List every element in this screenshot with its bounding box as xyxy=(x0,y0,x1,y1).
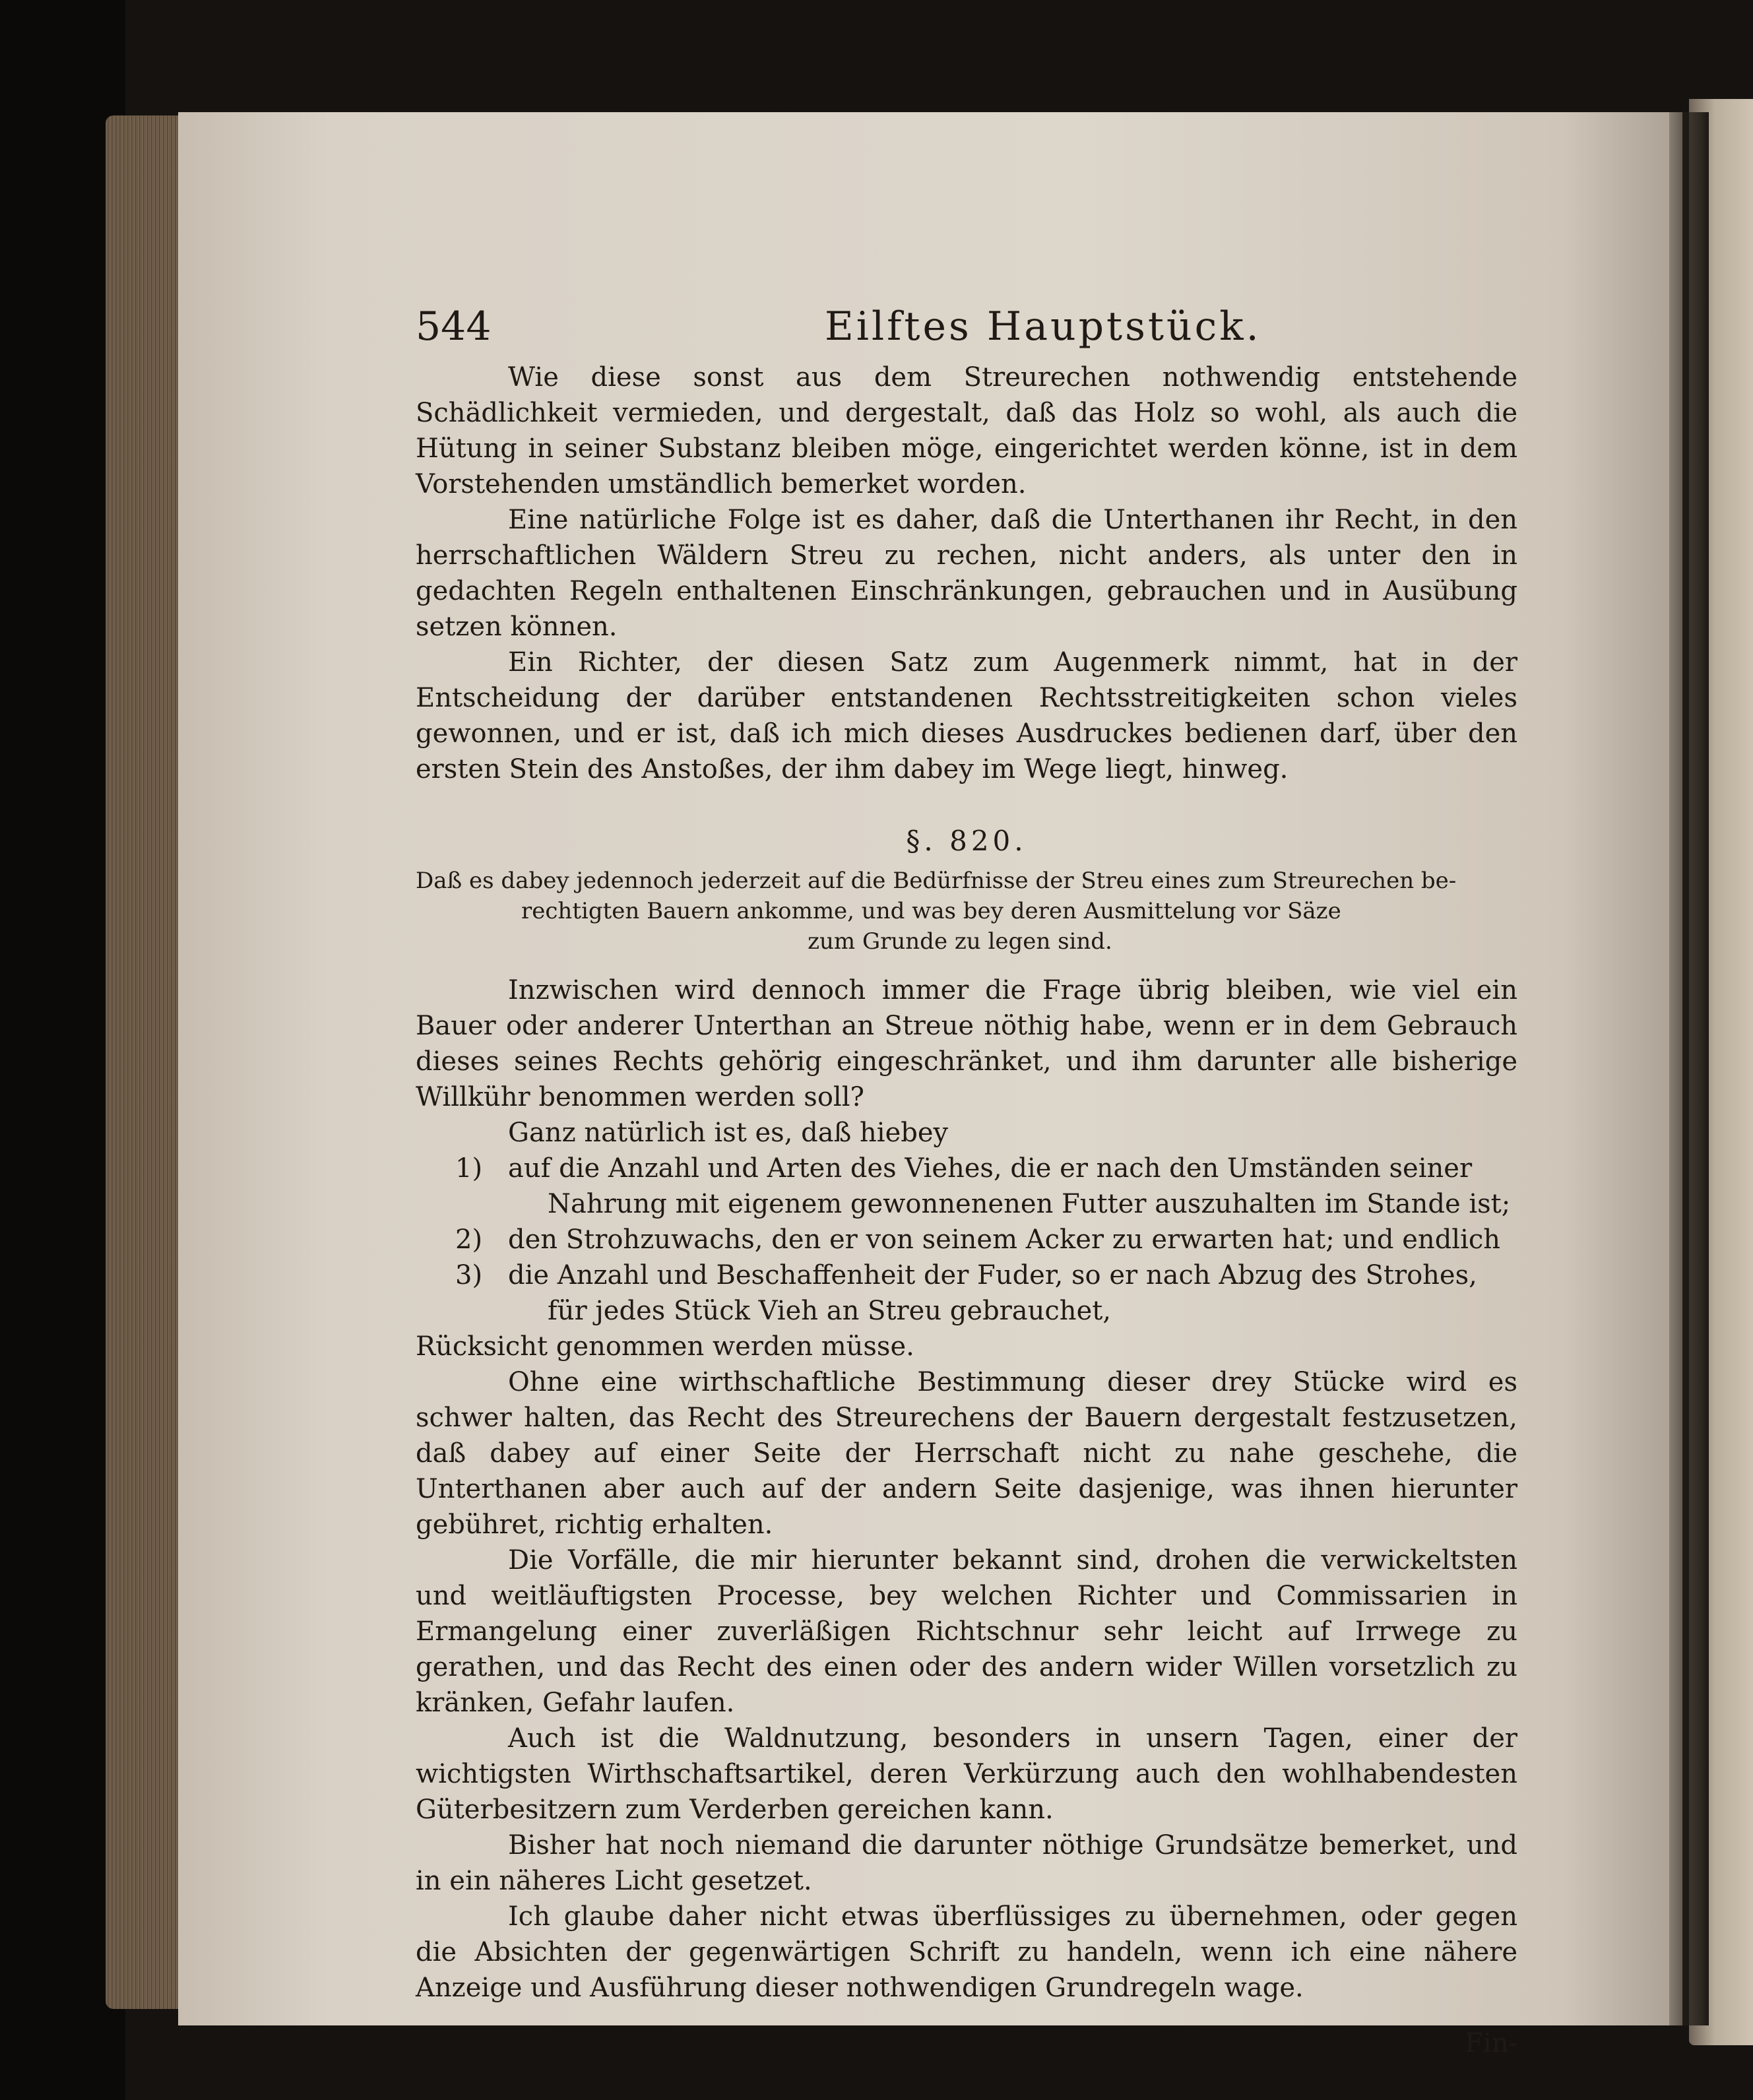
paragraph: Wie diese sonst aus dem Streurechen nothwendig entstehende Schädlichkeit vermieden, und dergestalt, daß das Holz so wohl, als auch die Hütung in seiner Substanz bleiben möge, eingerichtet werden könne, ist in dem Vorstehenden umständlich bemerket worden. xyxy=(416,362,1517,499)
list-item xyxy=(416,1151,1517,1222)
list-text: die Anzahl und Beschaffenheit der Fuder, so er nach Abzug des Strohes, xyxy=(508,1260,1477,1290)
summary-line: Daß es dabey jedennoch jederzeit auf die Bedürfnisse der Streu eines zum Streurechen be- xyxy=(416,868,1457,894)
enumerated-list xyxy=(416,1151,1517,1329)
paragraph: Ein Richter, der diesen Satz zum Augenmerk nimmt, hat in der Entscheidung der darüber entstandenen Rechtsstreitigkeiten schon vieles gewonnen, und er ist, daß ich mich dieses Ausdruckes bedienen darf, über den ersten Stein des Anstoßes, der ihm dabey im Wege liegt, hinweg. xyxy=(416,647,1517,784)
spine-shadow xyxy=(1669,112,1709,2025)
paragraph: Ohne eine wirthschaftliche Bestimmung dieser drey Stücke wird es schwer halten, das Recht des Streurechens der Bauern dergestalt festzusetzen, daß dabey auf einer Seite der Herrschaft nicht zu nahe geschehe, die Unterthanen aber auch auf der andern Seite dasjenige, was ihnen hierunter gebühret, richtig erhalten. xyxy=(416,1367,1517,1540)
paragraph: Bisher hat noch niemand die darunter nöthige Grundsätze bemerket, und in ein näheres Licht gesetzet. xyxy=(416,1830,1517,1896)
summary-line: zum Grunde zu legen sind. xyxy=(808,928,1112,955)
paragraph: Eine natürliche Folge ist es daher, daß die Unterthanen ihr Recht, in den herrschaftlichen Wäldern Streu zu rechen, nicht anders, als unter den in gedachten Regeln enthaltenen Einschränkungen, gebrauchen und in Ausübung setzen können. xyxy=(416,505,1517,642)
list-text: den Strohzuwachs, den er von seinem Acker zu erwarten hat; und endlich xyxy=(508,1225,1501,1255)
list-intro: Ganz natürlich ist es, daß hiebey xyxy=(508,1118,949,1148)
paragraph: Ich glaube daher nicht etwas überflüssiges zu übernehmen, oder gegen die Absichten der gegenwärtigen Schrift zu handeln, wenn ich eine nähere Anzeige und Ausführung dieser nothwendigen Grundregeln wage. xyxy=(416,1901,1517,2003)
paragraph: Auch ist die Waldnutzung, besonders in unsern Tagen, einer der wichtigsten Wirthschaftsartikel, deren Verkürzung auch den wohlhabendesten Güterbesitzern zum Verderben gereichen kann. xyxy=(416,1723,1517,1825)
page-body xyxy=(416,360,1517,2061)
list-text: auf die Anzahl und Arten des Viehes, die er nach den Umständen seiner xyxy=(508,1153,1473,1184)
book-page-edges xyxy=(106,115,185,2009)
section-number: §. 820. xyxy=(906,825,1027,857)
running-title: Eilftes Hauptstück. xyxy=(825,303,1261,350)
catchword: Fin- xyxy=(1465,2028,1517,2058)
list-number: 2) xyxy=(455,1225,483,1255)
page-header xyxy=(416,297,1550,356)
list-item xyxy=(416,1257,1517,1329)
list-item xyxy=(416,1222,1517,1257)
section-summary xyxy=(416,866,1517,957)
list-number: 1) xyxy=(455,1153,483,1184)
paragraph: Inzwischen wird dennoch immer die Frage übrig bleiben, wie viel ein Bauer oder anderer Unterthan an Streue nöthig habe, wenn er in dem Gebrauch dieses seines Rechts gehörig eingeschränket, und ihm darunter alle bisherige Willkühr benommen werden soll? xyxy=(416,975,1517,1112)
page-number: 544 xyxy=(416,303,492,350)
paragraph: Die Vorfälle, die mir hierunter bekannt sind, drohen die verwickeltsten und weitläuftigsten Processe, bey welchen Richter und Commissarien in Ermangelung einer zuverläßigen Richtschnur sehr leicht auf Irrwege zu gerathen, und das Recht des einen oder des andern wider Willen vorsetzlich zu kränken, Gefahr laufen. xyxy=(416,1545,1517,1718)
list-text-continued: Nahrung mit eigenem gewonnenenen Futter auszuhalten im Stande ist; xyxy=(548,1189,1511,1219)
list-outro: Rücksicht genommen werden müsse. xyxy=(416,1331,914,1362)
list-text-continued: für jedes Stück Vieh an Streu gebrauchet, xyxy=(548,1296,1112,1326)
summary-line: rechtigten Bauern ankomme, und was bey deren Ausmittelung vor Säze xyxy=(521,898,1341,924)
list-number: 3) xyxy=(455,1260,483,1290)
